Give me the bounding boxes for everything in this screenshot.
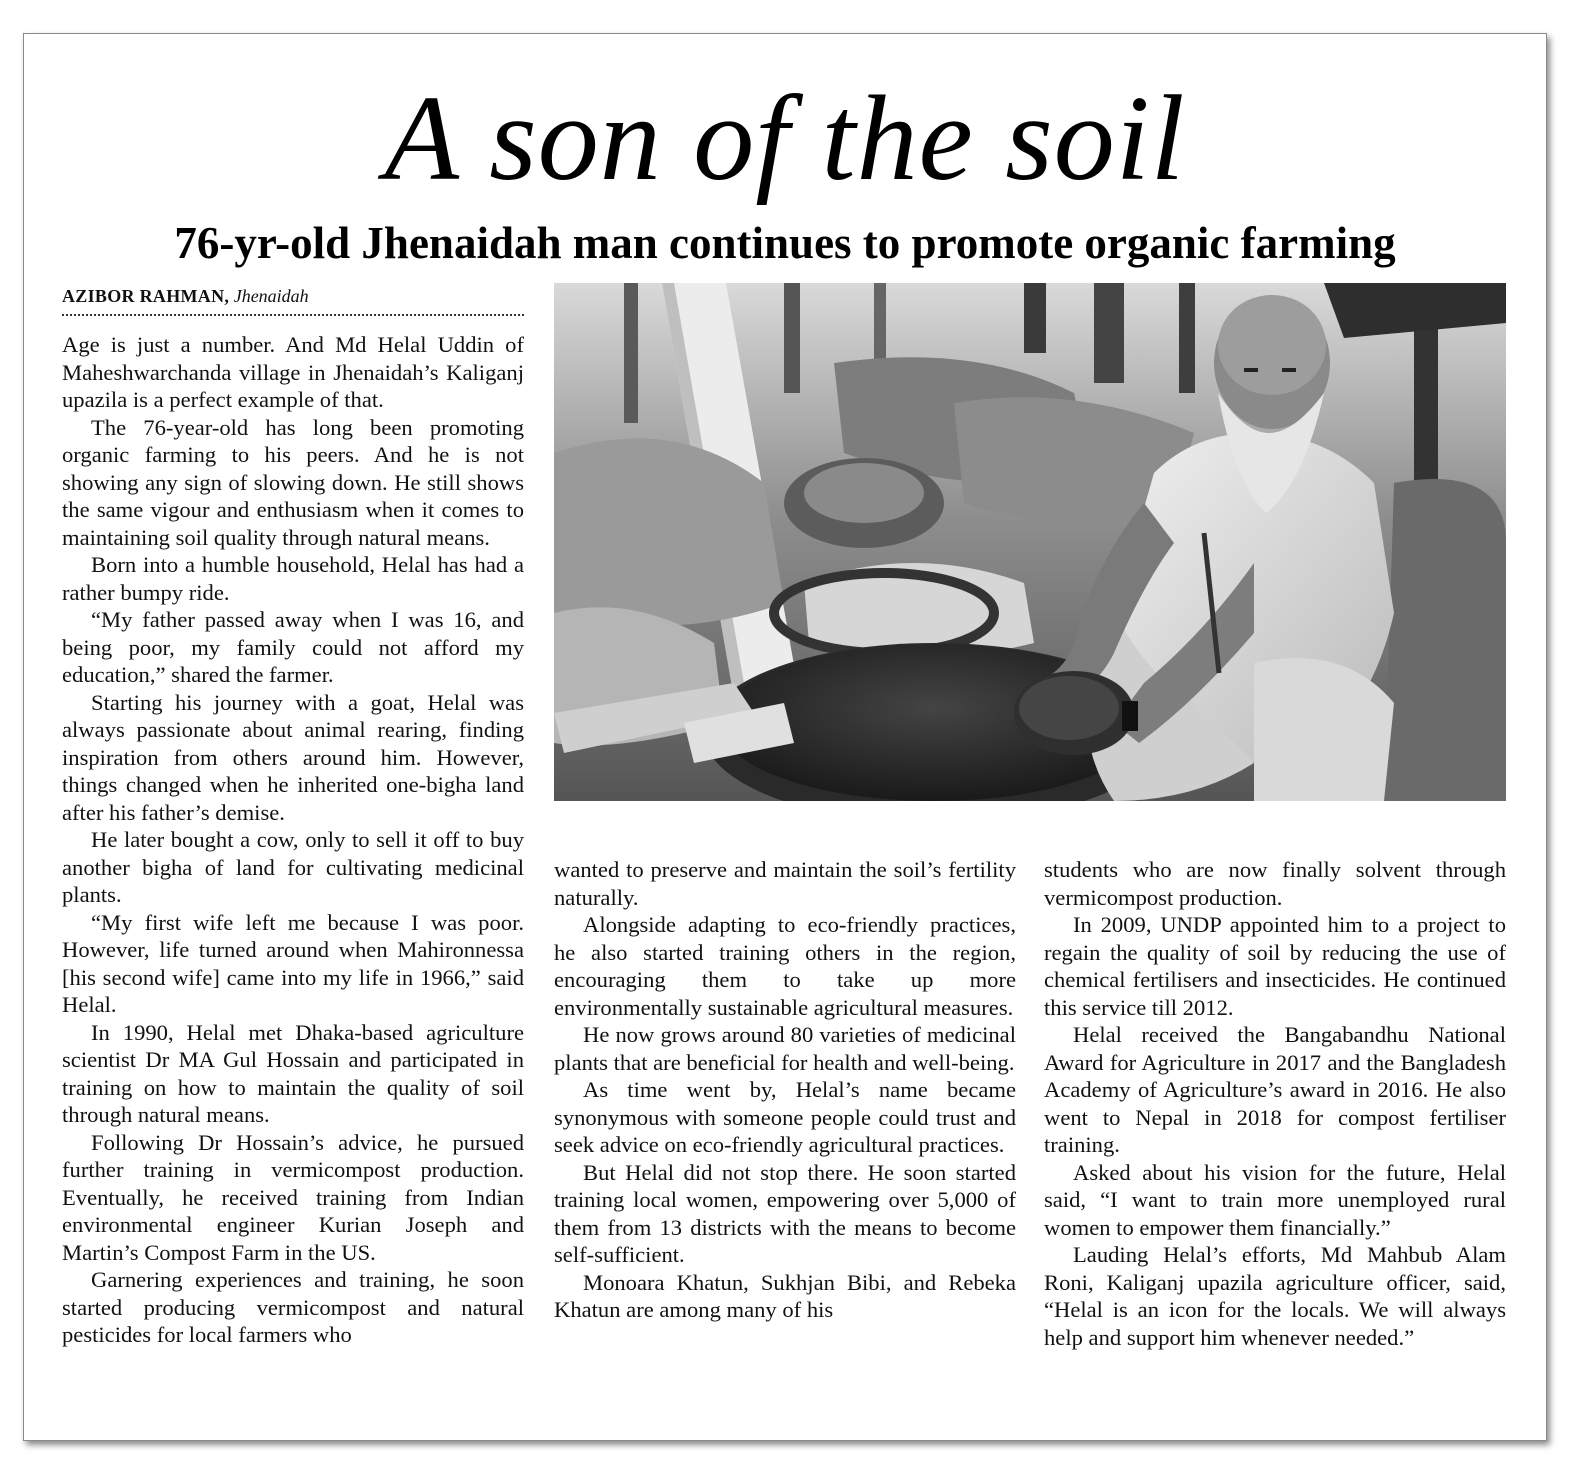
paragraph: wanted to preserve and maintain the soil’s fertility naturally. bbox=[554, 857, 1016, 910]
paragraph: “My first wife left me because I was poor. However, life turned around when Mahironnessa [his second wife] came into my life in 1966,” said Helal. bbox=[62, 909, 524, 1017]
paragraph: But Helal did not stop there. He soon started training local women, empowering over 5,000 of them from 13 districts with the means to become self-sufficient. bbox=[554, 1159, 1016, 1267]
paragraph: Alongside adapting to eco-friendly practices, he also started training others in the region, encouraging them to take up more environmentally sustainable agricultural measures. bbox=[554, 912, 1016, 1020]
paragraph: Lauding Helal’s efforts, Md Mahbub Alam Roni, Kaliganj upazila agriculture officer, said, “Helal is an icon for the locals. We will always help and support him whenever needed.” bbox=[1044, 1242, 1506, 1350]
paragraph: Starting his journey with a goat, Helal was always passionate about animal rearing, finding inspiration from others around him. However, things changed when he inherited one-bigha land after his father’s demise. bbox=[62, 689, 524, 825]
paragraph: “My father passed away when I was 16, and being poor, my family could not afford my education,” shared the farmer. bbox=[62, 607, 524, 687]
paragraph: The 76-year-old has long been promoting organic farming to his peers. And he is not showing any sign of slowing down. He still shows the same vigour and enthusiasm when it comes to maintaining soil quality through natural means. bbox=[62, 414, 524, 550]
paragraph: Monoara Khatun, Sukhjan Bibi, and Rebeka Khatun are among many of his bbox=[554, 1269, 1016, 1322]
farmer-photo-illustration bbox=[554, 283, 1506, 801]
farmer-photo bbox=[554, 283, 1506, 801]
paragraph: Helal received the Bangabandhu National Award for Agriculture in 2017 and the Bangladesh Academy of Agriculture’s award in 2016. He also went to Nepal in 2018 for compost fertiliser training. bbox=[1044, 1022, 1506, 1157]
article-column-2 bbox=[554, 856, 1016, 1324]
paragraph: Garnering experiences and training, he soon started producing vermicompost and natural pesticides for local farmers who bbox=[62, 1267, 524, 1347]
article-column-1 bbox=[62, 331, 524, 1349]
paragraph: In 2009, UNDP appointed him to a project to regain the quality of soil by reducing the use of chemical fertilisers and insecticides. He continued this service till 2012. bbox=[1044, 912, 1506, 1020]
byline-author: AZIBOR RAHMAN, bbox=[62, 286, 230, 306]
paragraph: Following Dr Hossain’s advice, he pursued further training in vermicompost production. Eventually, he received training from Indian environmental engineer Kurian Joseph and Martin’s Compost Farm in the US. bbox=[62, 1129, 524, 1265]
byline-location: Jhenaidah bbox=[233, 286, 309, 306]
paragraph: students who are now finally solvent through vermicompost production. bbox=[1044, 857, 1506, 910]
paragraph: Asked about his vision for the future, Helal said, “I want to train more unemployed rural women to empower them financially.” bbox=[1044, 1159, 1506, 1240]
paragraph: As time went by, Helal’s name became synonymous with someone people could trust and seek advice on eco-friendly agricultural practices. bbox=[554, 1077, 1016, 1157]
subheadline: 76-yr-old Jhenaidah man continues to promote organic farming bbox=[174, 218, 1396, 268]
paragraph: He later bought a cow, only to sell it off to buy another bigha of land for cultivating medicinal plants. bbox=[62, 827, 524, 907]
paragraph: Born into a humble household, Helal has had a rather bumpy ride. bbox=[62, 552, 524, 605]
headline: A son of the soil bbox=[384, 71, 1186, 206]
newspaper-clipping bbox=[23, 33, 1547, 1441]
paragraph: Age is just a number. And Md Helal Uddin of Maheshwarchanda village in Jhenaidah’s Kaliganj upazila is a perfect example of that. bbox=[62, 332, 524, 412]
paragraph: In 1990, Helal met Dhaka-based agriculture scientist Dr MA Gul Hossain and participated in training on how to maintain the quality of soil through natural means. bbox=[62, 1019, 524, 1127]
article-column-3 bbox=[1044, 856, 1506, 1351]
paragraph: He now grows around 80 varieties of medicinal plants that are beneficial for health and well-being. bbox=[554, 1022, 1016, 1075]
byline bbox=[62, 284, 524, 316]
